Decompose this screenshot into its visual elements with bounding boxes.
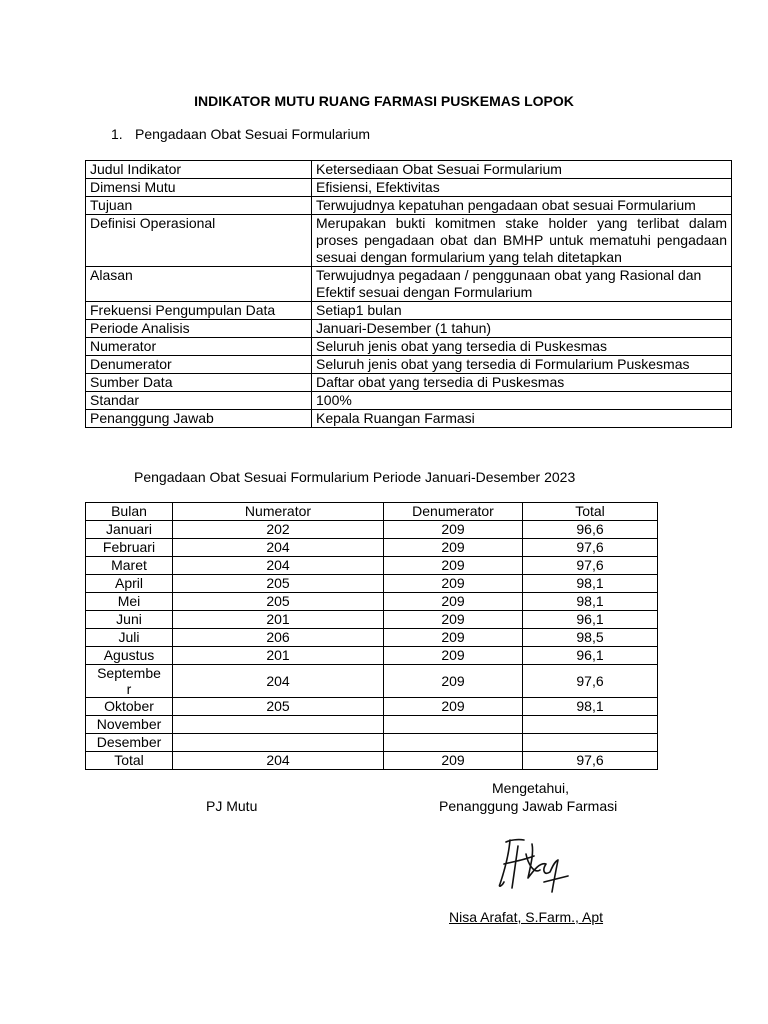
table-cell: Desember (86, 734, 173, 752)
indicator-key: Tujuan (86, 197, 312, 215)
table-row (86, 665, 658, 698)
indicator-key: Denumerator (86, 356, 312, 374)
mengetahui-label: Mengetahui, (492, 780, 570, 796)
indicator-value: Kepala Ruangan Farmasi (312, 410, 732, 428)
table-cell: Mei (86, 593, 173, 611)
table-cell: 209 (384, 698, 523, 716)
table-cell: 201 (173, 647, 384, 665)
table-cell (523, 734, 658, 752)
table-cell: Februari (86, 539, 173, 557)
indicator-value: Terwujudnya kepatuhan pengadaan obat sesuai Formularium (312, 197, 732, 215)
table-cell: 97,6 (523, 752, 658, 770)
table-cell: 205 (173, 575, 384, 593)
table-cell: 204 (173, 752, 384, 770)
indicator-value: Daftar obat yang tersedia di Puskesmas (312, 374, 732, 392)
table-cell: 205 (173, 593, 384, 611)
handwritten-signature (488, 834, 572, 896)
table-row (86, 752, 658, 770)
section-heading (111, 126, 370, 142)
indicator-row (86, 179, 732, 197)
month-label: Septembe (97, 665, 161, 681)
table-cell (384, 734, 523, 752)
table-row (86, 593, 658, 611)
table-row (86, 629, 658, 647)
table-cell: 209 (384, 575, 523, 593)
table-cell: Juli (86, 629, 173, 647)
table-row (86, 575, 658, 593)
table-cell: 209 (384, 593, 523, 611)
table-cell (86, 665, 173, 698)
indicator-row (86, 302, 732, 320)
table-cell: Oktober (86, 698, 173, 716)
table-cell (523, 716, 658, 734)
table-cell: November (86, 716, 173, 734)
table-cell: 209 (384, 647, 523, 665)
table-cell: 202 (173, 521, 384, 539)
table-cell: 96,1 (523, 611, 658, 629)
table-cell: 98,5 (523, 629, 658, 647)
indicator-value: Setiap1 bulan (312, 302, 732, 320)
table-cell: 98,1 (523, 575, 658, 593)
table-cell: 209 (384, 629, 523, 647)
table-cell (173, 734, 384, 752)
table-cell: 205 (173, 698, 384, 716)
column-header: Denumerator (384, 503, 523, 521)
table-cell: 209 (384, 611, 523, 629)
penanggung-jawab-label: Penanggung Jawab Farmasi (439, 798, 618, 814)
table-row (86, 539, 658, 557)
column-header: Bulan (86, 503, 173, 521)
indicator-row (86, 338, 732, 356)
indicator-row (86, 392, 732, 410)
monthly-data-table (85, 502, 658, 770)
table-cell: 204 (173, 665, 384, 698)
indicator-key: Frekuensi Pengumpulan Data (86, 302, 312, 320)
column-header: Numerator (173, 503, 384, 521)
table-cell: Maret (86, 557, 173, 575)
table-cell: 98,1 (523, 698, 658, 716)
table-cell: Januari (86, 521, 173, 539)
indicator-key: Penanggung Jawab (86, 410, 312, 428)
indicator-key: Definisi Operasional (86, 215, 312, 267)
table-cell: 209 (384, 557, 523, 575)
indicator-key: Alasan (86, 267, 312, 302)
table-row (86, 521, 658, 539)
table-cell: 209 (384, 539, 523, 557)
indicator-key: Periode Analisis (86, 320, 312, 338)
indicator-key: Numerator (86, 338, 312, 356)
indicator-value: Ketersediaan Obat Sesuai Formularium (312, 161, 732, 179)
table-cell: 204 (173, 539, 384, 557)
table-cell: 98,1 (523, 593, 658, 611)
table-cell (173, 716, 384, 734)
table-row (86, 716, 658, 734)
month-label-wrap: r (126, 681, 132, 697)
table-row (86, 611, 658, 629)
table-cell: April (86, 575, 173, 593)
table-cell: 201 (173, 611, 384, 629)
indicator-table (85, 160, 732, 428)
data-table-caption: Pengadaan Obat Sesuai Formularium Periode Januari-Desember 2023 (134, 469, 576, 485)
table-row (86, 698, 658, 716)
indicator-row (86, 320, 732, 338)
indicator-row (86, 197, 732, 215)
indicator-value: Seluruh jenis obat yang tersedia di Formularium Puskesmas (312, 356, 732, 374)
indicator-key: Dimensi Mutu (86, 179, 312, 197)
indicator-value: Terwujudnya pegadaan / penggunaan obat yang Rasional dan Efektif sesuai dengan Formularium (312, 267, 732, 302)
table-cell: 97,6 (523, 557, 658, 575)
indicator-row (86, 161, 732, 179)
indicator-row (86, 215, 732, 267)
indicator-row (86, 356, 732, 374)
indicator-row (86, 374, 732, 392)
indicator-value: Januari-Desember (1 tahun) (312, 320, 732, 338)
table-header-row (86, 503, 658, 521)
table-cell: 97,6 (523, 539, 658, 557)
indicator-value: Seluruh jenis obat yang tersedia di Puskesmas (312, 338, 732, 356)
table-row (86, 734, 658, 752)
column-header: Total (523, 503, 658, 521)
table-cell: 96,6 (523, 521, 658, 539)
table-cell: 96,1 (523, 647, 658, 665)
indicator-key: Standar (86, 392, 312, 410)
page-title: INDIKATOR MUTU RUANG FARMASI PUSKEMAS LOPOK (194, 93, 574, 109)
table-cell: Total (86, 752, 173, 770)
table-cell (384, 716, 523, 734)
indicator-row (86, 410, 732, 428)
table-cell: 209 (384, 752, 523, 770)
table-cell: Juni (86, 611, 173, 629)
section-number: 1. (111, 126, 123, 142)
pj-mutu-label: PJ Mutu (206, 798, 258, 814)
table-cell: 206 (173, 629, 384, 647)
table-cell: 204 (173, 557, 384, 575)
table-row (86, 557, 658, 575)
table-cell: 209 (384, 665, 523, 698)
signatory-name: Nisa Arafat, S.Farm., Apt (449, 909, 604, 925)
indicator-value: Efisiensi, Efektivitas (312, 179, 732, 197)
table-cell: Agustus (86, 647, 173, 665)
indicator-value: 100% (312, 392, 732, 410)
section-label: Pengadaan Obat Sesuai Formularium (135, 126, 371, 142)
indicator-row (86, 267, 732, 302)
table-row (86, 647, 658, 665)
indicator-key: Judul Indikator (86, 161, 312, 179)
indicator-value: Merupakan bukti komitmen stake holder yang terlibat dalam proses pengadaan obat dan BMHP untuk mematuhi pengadaan sesuai dengan formularium yang telah ditetapkan (312, 215, 732, 267)
table-cell: 209 (384, 521, 523, 539)
table-cell: 97,6 (523, 665, 658, 698)
indicator-key: Sumber Data (86, 374, 312, 392)
